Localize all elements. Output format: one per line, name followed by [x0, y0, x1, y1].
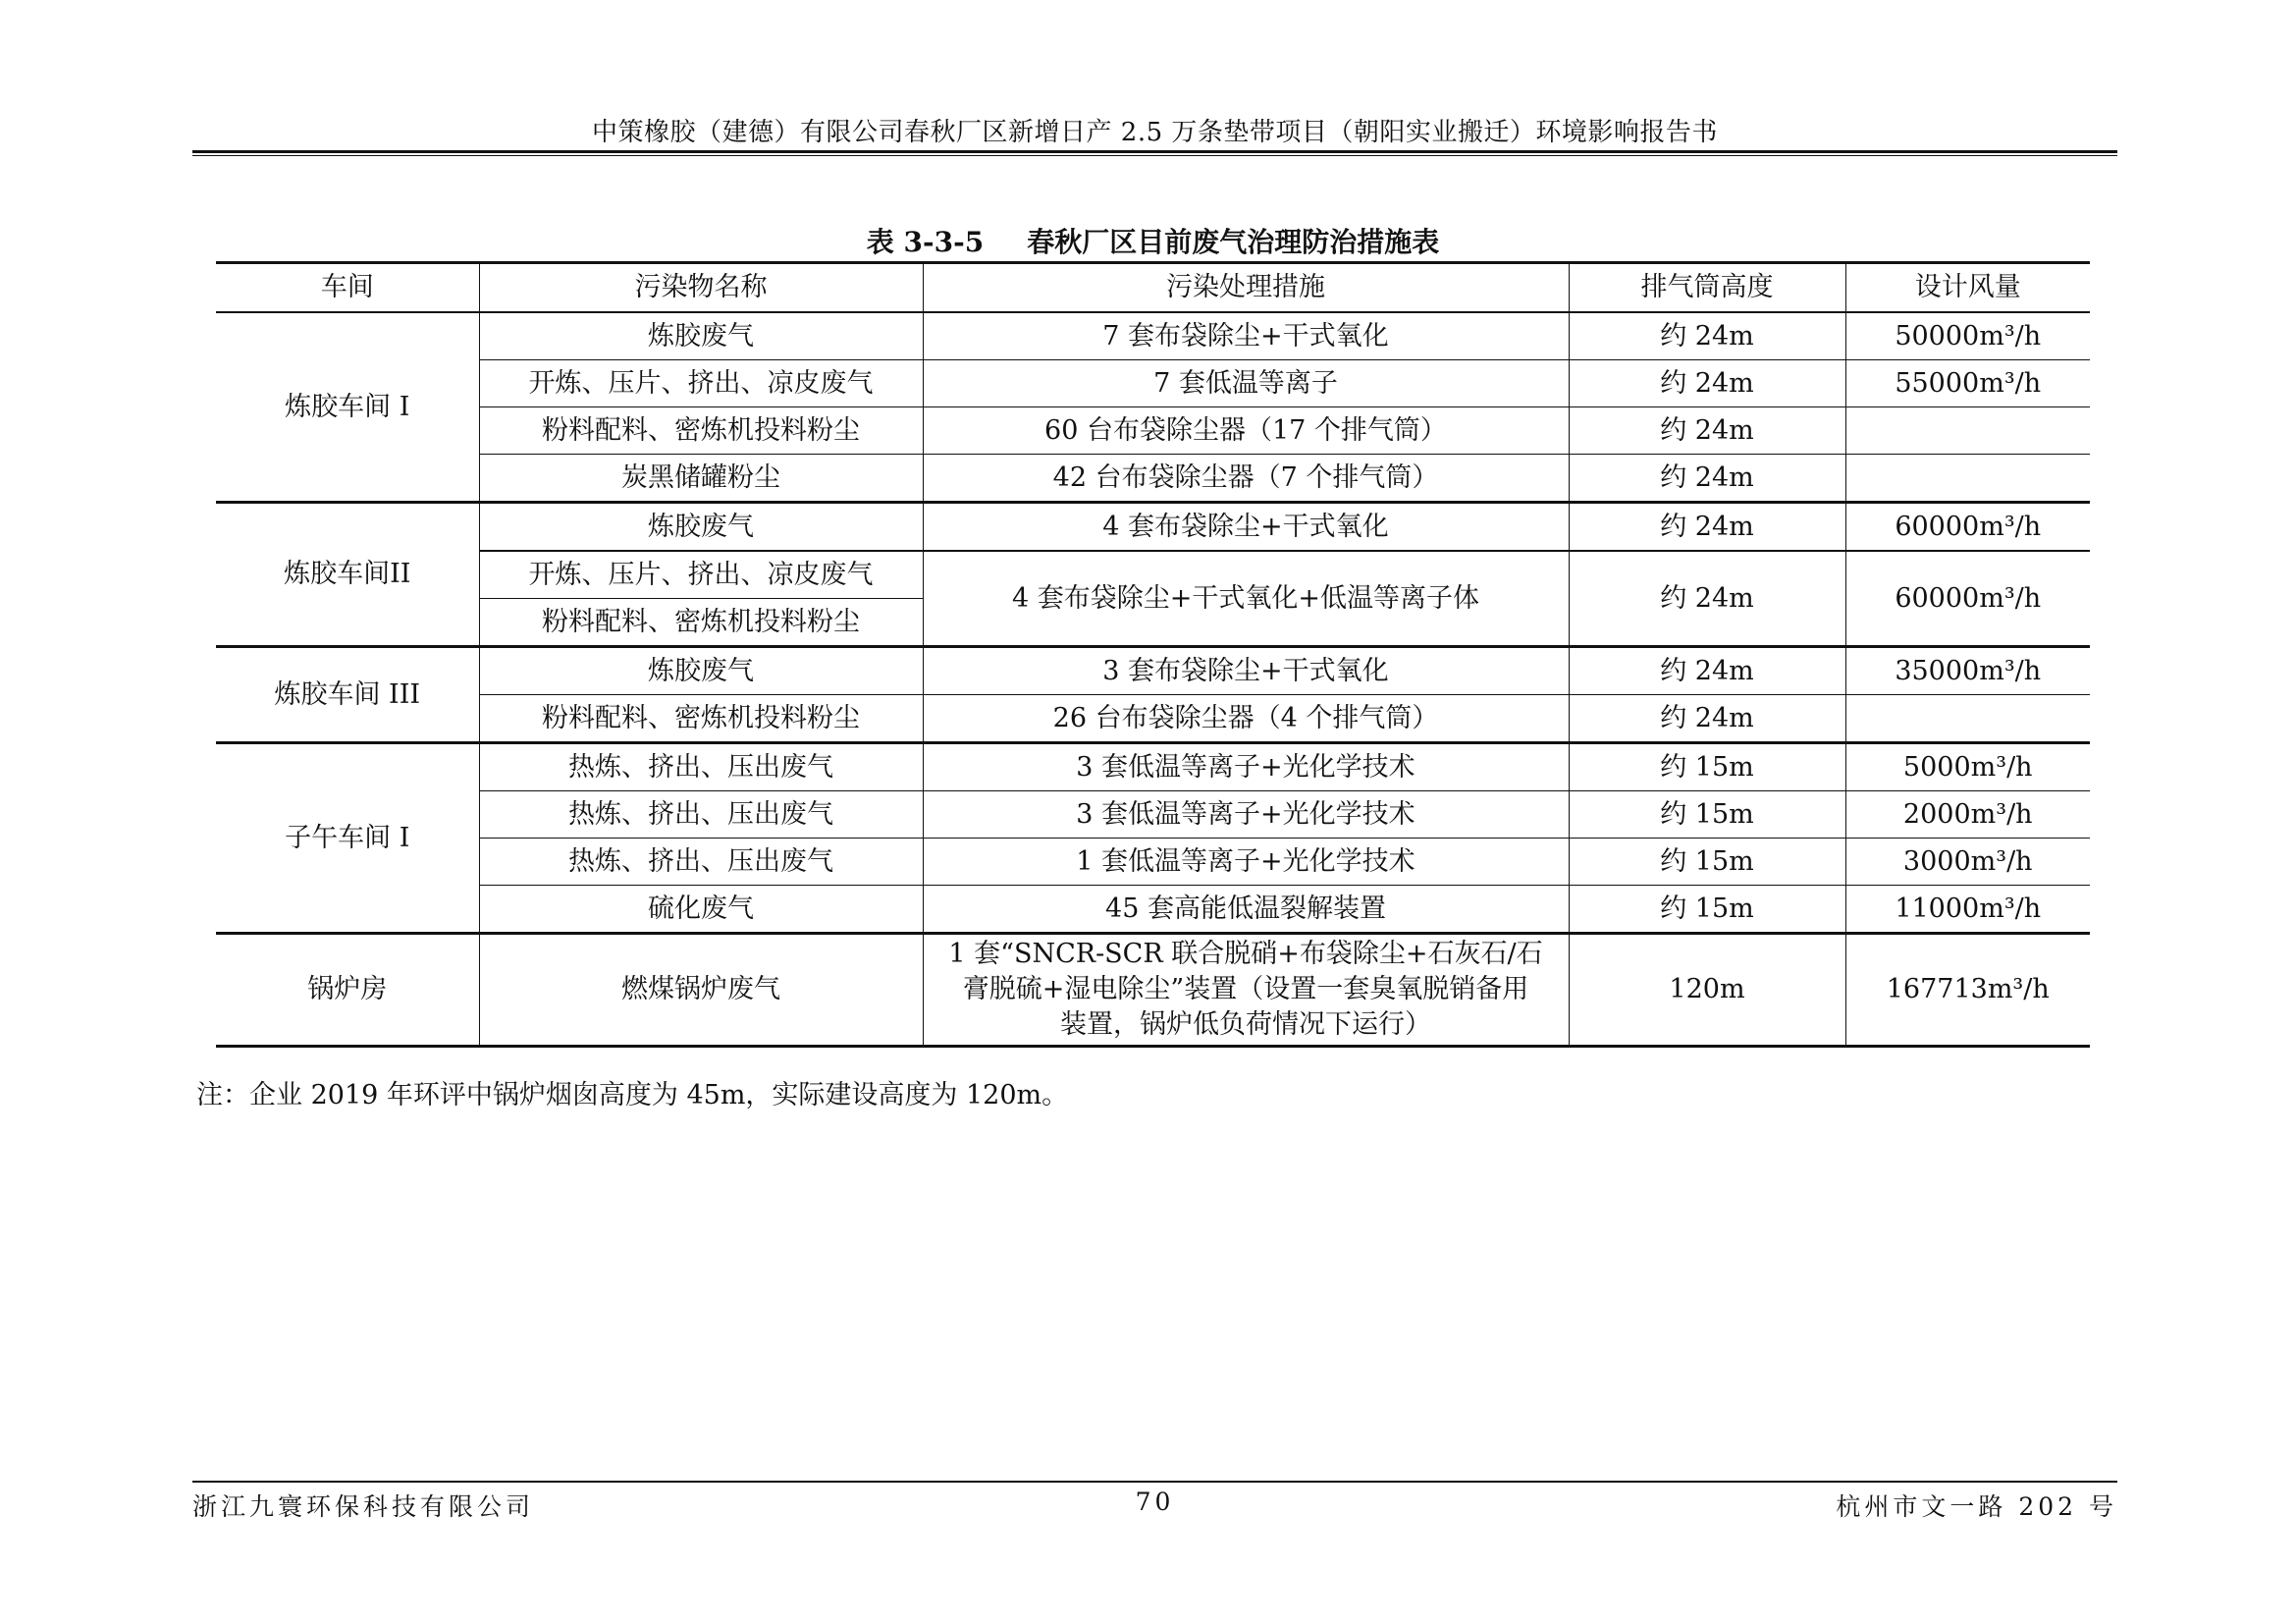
header-stack-height: 排气筒高度 [1569, 263, 1845, 313]
height-cell: 120m [1569, 934, 1845, 1047]
table-row [216, 455, 2090, 503]
table-row [216, 743, 2090, 791]
height-cell: 约 15m [1569, 743, 1845, 791]
workshop-cell: 子午车间 I [216, 743, 479, 934]
flow-cell [1845, 312, 2090, 360]
pollutant-cell: 粉料配料、密炼机投料粉尘 [479, 695, 923, 743]
table-row [216, 839, 2090, 886]
table-row [216, 503, 2090, 552]
pollutant-cell: 炼胶废气 [479, 647, 923, 695]
header-pollutant: 污染物名称 [479, 263, 923, 313]
flow-unit: m³/h [1979, 582, 2042, 614]
flow-cell [1845, 886, 2090, 934]
measure-cell: 60 台布袋除尘器（17 个排气筒） [923, 407, 1569, 455]
pollutant-cell: 热炼、挤出、压出废气 [479, 743, 923, 791]
pollutant-cell: 粉料配料、密炼机投料粉尘 [479, 407, 923, 455]
measure-cell: 1 套低温等离子+光化学技术 [923, 839, 1569, 886]
footer-rule [192, 1481, 2117, 1483]
measure-line: 膏脱硫+湿电除尘”装置（设置一套臭氧脱销备用 [962, 974, 1529, 1004]
footer-address: 杭州市文一路 202 号 [1836, 1492, 2117, 1521]
height-cell: 约 24m [1569, 695, 1845, 743]
table-row [216, 934, 2090, 1047]
flow-unit: m³/h [1979, 367, 2042, 399]
height-cell: 约 24m [1569, 407, 1845, 455]
table-row [216, 551, 2090, 599]
height-cell: 约 24m [1569, 455, 1845, 503]
pollutant-cell: 热炼、挤出、压出废气 [479, 791, 923, 839]
flow-value: 50000 [1895, 320, 1980, 352]
footer-company: 浙江九寰环保科技有限公司 [192, 1492, 535, 1521]
measure-cell: 45 套高能低温裂解装置 [923, 886, 1569, 934]
flow-cell [1845, 839, 2090, 886]
measure-cell: 3 套低温等离子+光化学技术 [923, 791, 1569, 839]
flow-unit: m³/h [1970, 751, 2033, 783]
measure-cell [923, 934, 1569, 1047]
flow-value: 167713 [1886, 974, 1988, 1004]
pollutant-cell: 开炼、压片、挤出、凉皮废气 [479, 360, 923, 407]
measure-line: 装置，锅炉低负荷情况下运行） [1060, 1009, 1431, 1040]
measure-cell: 7 套布袋除尘+干式氧化 [923, 312, 1569, 360]
flow-cell [1845, 934, 2090, 1047]
header-rule [192, 150, 2117, 156]
pollutant-cell: 硫化废气 [479, 886, 923, 934]
workshop-cell: 锅炉房 [216, 934, 479, 1047]
measure-cell: 4 套布袋除尘+干式氧化+低温等离子体 [923, 551, 1569, 647]
flow-cell [1845, 360, 2090, 407]
table-header-row [216, 263, 2090, 313]
height-cell: 约 15m [1569, 791, 1845, 839]
flow-unit: m³/h [1987, 974, 2050, 1004]
header-design-flow: 设计风量 [1845, 263, 2090, 313]
height-cell: 约 24m [1569, 312, 1845, 360]
table-caption-title: 春秋厂区目前废气治理防治措施表 [1027, 226, 1440, 258]
table-row [216, 360, 2090, 407]
table-note: 注：企业 2019 年环评中锅炉烟囱高度为 45m，实际建设高度为 120m。 [196, 1080, 1069, 1110]
header-workshop: 车间 [216, 263, 479, 313]
pollutant-cell: 炭黑储罐粉尘 [479, 455, 923, 503]
flow-cell [1845, 455, 2090, 503]
table-row [216, 647, 2090, 695]
measure-line: 1 套“SNCR-SCR 联合脱硝+布袋除尘+石灰石/石 [948, 939, 1543, 969]
flow-value: 11000 [1895, 893, 1980, 924]
pollutant-cell: 开炼、压片、挤出、凉皮废气 [479, 551, 923, 599]
pollutant-cell: 燃煤锅炉废气 [479, 934, 923, 1047]
header-measure: 污染处理措施 [923, 263, 1569, 313]
pollutant-cell: 粉料配料、密炼机投料粉尘 [479, 599, 923, 647]
flow-cell [1845, 551, 2090, 647]
measure-cell: 26 台布袋除尘器（4 个排气筒） [923, 695, 1569, 743]
height-cell: 约 24m [1569, 360, 1845, 407]
table-caption-number: 表 3-3-5 [866, 226, 985, 258]
workshop-cell: 炼胶车间II [216, 503, 479, 647]
flow-cell [1845, 695, 2090, 743]
pollutant-cell: 热炼、挤出、压出废气 [479, 839, 923, 886]
height-cell: 约 15m [1569, 886, 1845, 934]
flow-value: 35000 [1895, 655, 1980, 686]
table-row [216, 791, 2090, 839]
measure-cell: 4 套布袋除尘+干式氧化 [923, 503, 1569, 552]
footer-page-number: 70 [1135, 1488, 1175, 1516]
flow-cell [1845, 791, 2090, 839]
emission-control-table [216, 261, 2090, 1048]
table-row [216, 886, 2090, 934]
flow-cell [1845, 503, 2090, 552]
measure-cell: 3 套布袋除尘+干式氧化 [923, 647, 1569, 695]
pollutant-cell: 炼胶废气 [479, 503, 923, 552]
flow-cell [1845, 743, 2090, 791]
table-caption [216, 221, 2090, 260]
report-header-title: 中策橡胶（建德）有限公司春秋厂区新增日产 2.5 万条垫带项目（朝阳实业搬迁）环境影响报告书 [592, 118, 1718, 147]
flow-value: 60000 [1895, 511, 1980, 542]
flow-cell [1845, 647, 2090, 695]
table-row [216, 312, 2090, 360]
measure-cell: 42 台布袋除尘器（7 个排气筒） [923, 455, 1569, 503]
flow-unit: m³/h [1979, 511, 2042, 542]
height-cell: 约 15m [1569, 839, 1845, 886]
flow-value: 60000 [1895, 582, 1980, 614]
flow-unit: m³/h [1979, 320, 2042, 352]
height-cell: 约 24m [1569, 647, 1845, 695]
flow-unit: m³/h [1970, 845, 2033, 877]
workshop-cell: 炼胶车间 I [216, 312, 479, 503]
flow-value: 55000 [1895, 367, 1980, 399]
flow-unit: m³/h [1979, 893, 2042, 924]
flow-unit: m³/h [1970, 798, 2033, 830]
table-row [216, 407, 2090, 455]
measure-cell: 7 套低温等离子 [923, 360, 1569, 407]
pollutant-cell: 炼胶废气 [479, 312, 923, 360]
flow-value: 5000 [1902, 751, 1971, 783]
flow-unit: m³/h [1979, 655, 2042, 686]
table-row [216, 695, 2090, 743]
flow-value: 2000 [1902, 798, 1971, 830]
flow-value: 3000 [1902, 845, 1971, 877]
workshop-cell: 炼胶车间 III [216, 647, 479, 743]
height-cell: 约 24m [1569, 551, 1845, 647]
flow-cell [1845, 407, 2090, 455]
measure-cell: 3 套低温等离子+光化学技术 [923, 743, 1569, 791]
height-cell: 约 24m [1569, 503, 1845, 552]
